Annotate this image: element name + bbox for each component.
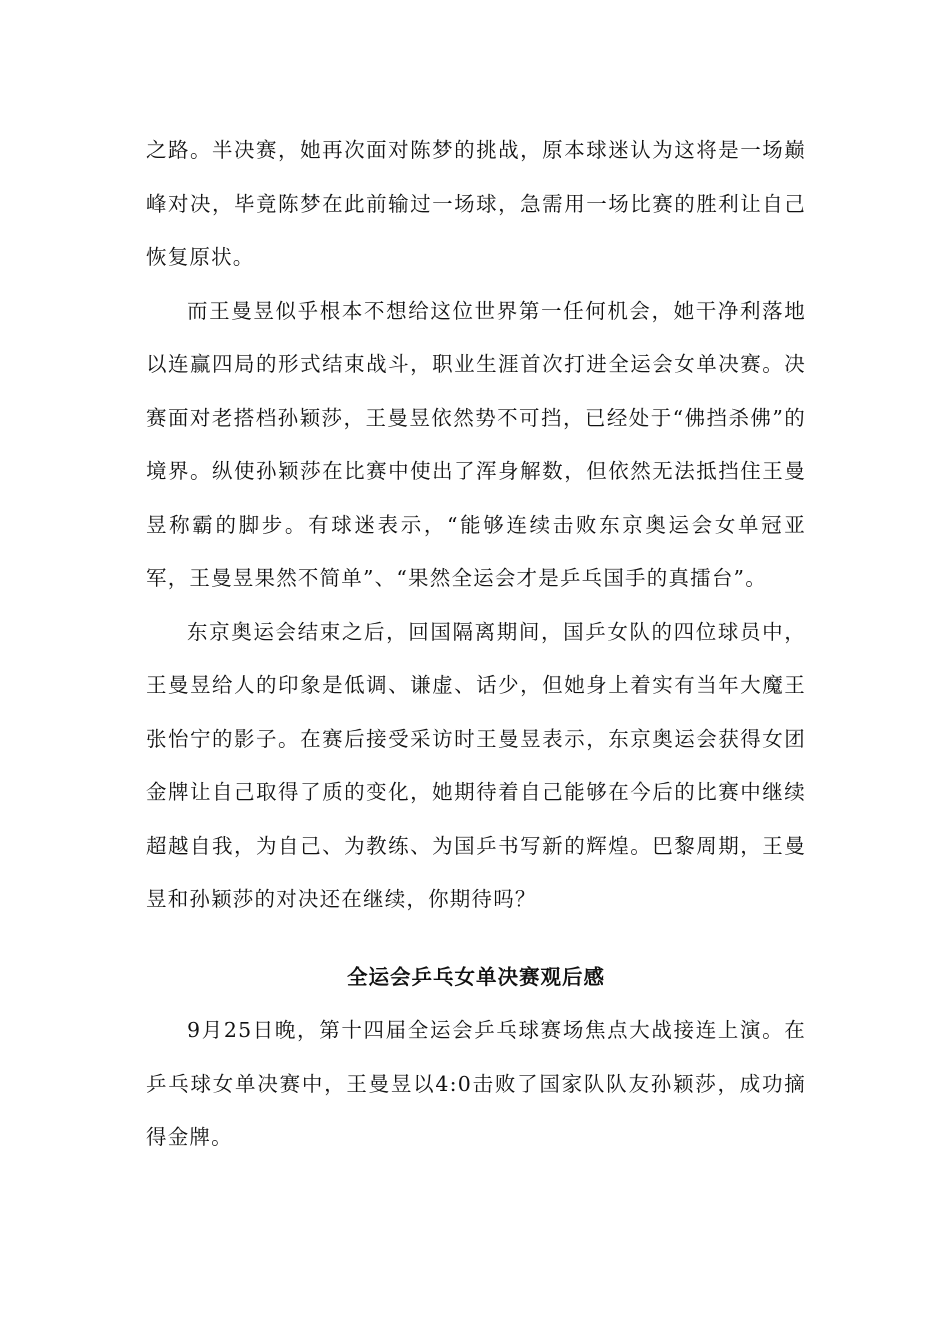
paragraph-continuation: 之路。半决赛，她再次面对陈梦的挑战，原本球迷认为这将是一场巅峰对决，毕竟陈梦在此前输过一场球，急需用一场比赛的胜利让自己恢复原状。: [146, 138, 806, 269]
section-heading-wrap: [146, 951, 806, 1005]
paragraph-semifinal-final: 而王曼昱似乎根本不想给这位世界第一任何机会，她干净利落地以连赢四局的形式结束战斗，职业生涯首次打进全运会女单决赛。决赛面对老搭档孙颖莎，王曼昱依然势不可挡，已经处于“佛挡杀佛”的境界。纵使孙颖莎在比赛中使出了浑身解数，但依然无法抵挡住王曼昱称霸的脚步。有球迷表示，“能够连续击败东京奥运会女单冠亚军，王曼昱果然不简单”、“果然全运会才是乒乓国手的真擂台”。: [146, 298, 806, 590]
paragraph-after-olympics: 东京奥运会结束之后，回国隔离期间，国乒女队的四位球员中，王曼昱给人的印象是低调、谦虚、话少，但她身上着实有当年大魔王张怡宁的影子。在赛后接受采访时王曼昱表示，东京奥运会获得女团金牌让自己取得了质的变化，她期待着自己能够在今后的比赛中继续超越自我，为自己、为教练、为国乒书写新的辉煌。巴黎周期，王曼昱和孙颖莎的对决还在继续，你期待吗？: [146, 619, 806, 911]
paragraph-final-report: 9月25日晚，第十四届全运会乒乓球赛场焦点大战接连上演。在乒乓球女单决赛中，王曼昱以4:0击败了国家队队友孙颖莎，成功摘得金牌。: [146, 1018, 806, 1149]
section-title: 全运会乒乓女单决赛观后感: [347, 964, 605, 989]
document-page: [146, 124, 806, 1165]
